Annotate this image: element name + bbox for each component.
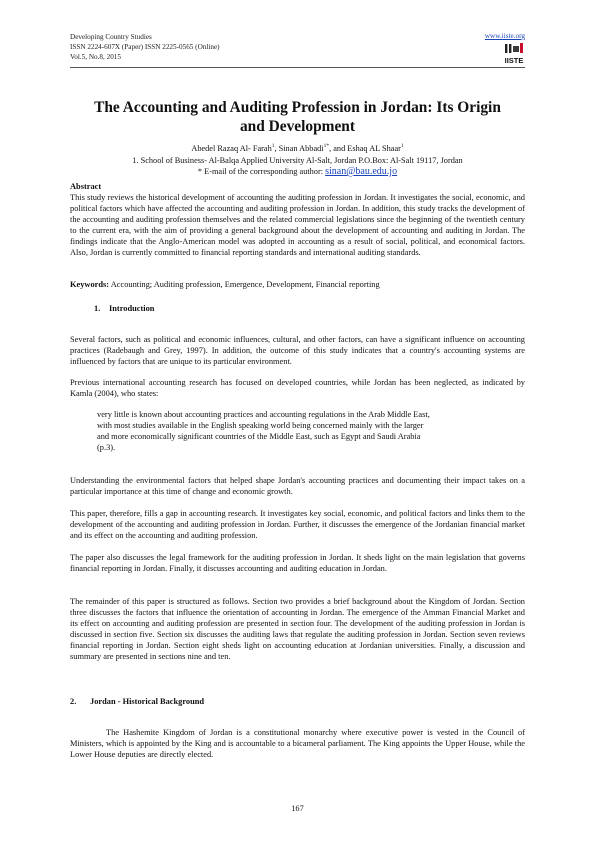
abstract-heading: Abstract [70,182,102,191]
author-3: and Eshaq AL Shaar [333,144,401,153]
quote-line: (p.3). [97,443,116,452]
keywords-line [70,279,525,290]
author-2-sup: 1* [323,143,330,150]
affiliation: 1. School of Business- Al-Balqa Applied University Al-Salt, Jordan P.O.Box: Al-Salt 19117, Jordan [132,156,463,165]
intro-paragraph-2: Previous international accounting research has focused on developed countries, while Jordan has been neglected, as indicated by Kamla (2004), who states: [70,378,525,398]
abstract-text: This study reviews the historical development of accounting the auditing profession in Jordan. It investigates the social, economic, and political factors which have affected the accounting and auditing profession in Jordan. In addition, this study tracks the development of the accounting and auditing profession themselves and the related commercial legislations since the beginning of the twentieth century to the current era, with the aim of providing a general background about the development of accounting and auditing in Jordan. The findings indicate that the Anglo-American model was adopted in accounting as a result of social, political, and economical factors. Also, Jordan is currently committed to financial reporting standards and international auditing standards. [70,193,525,257]
author-list: Abedel Razaq Al- Farah$^1$, Sinan Abbadi$^{1*}$, and Eshaq AL Shaar$^1$ [191,143,404,153]
intro-paragraph-4: This paper, therefore, fills a gap in accounting research. It investigates key social, economic, and political factors and links them to the development of the accounting and auditing profession in Jordan. Further, it discusses the emergence of the Jordanian financial market and its effect on the accounting and auditing profession. [70,509,525,540]
author-1: Abedel Razaq Al- Farah [191,144,272,153]
page-number: 167 [291,804,304,813]
header-rule [70,67,525,68]
author-3-sup: 1 [400,143,404,150]
section-1-number: 1. [94,304,101,313]
quote-line: very little is known about accounting practices and accounting regulations in the Arab Middle East, [97,410,430,419]
quote-line: with most studies available in the English speaking world being concerned mainly with the larger [97,421,424,430]
journal-url-link[interactable]: www.iiste.org [484,32,525,40]
email-label: * E-mail of the corresponding author: [197,167,324,176]
kamla-quote [97,409,503,453]
author-1-sup: 1 [271,143,275,150]
section-2-number: 2. [70,697,77,706]
keywords-label: Keywords: [70,280,110,289]
intro-paragraph-6: The remainder of this paper is structured as follows. Section two provides a brief background about the Kingdom of Jordan. Section three discusses the factors that influence the orientation of accounting in Jordan. The emergence of the Amman Financial Market and its effect on accounting and auditing profession are presented in section four. The development of the auditing profession in Jordan is discussed in section five. Section six discusses the auditing laws that regulate the auditing profession in Jordan. Section seven reviews financial reporting in Jordan. Section eight sheds light on accounting education at Jordanian universities. Finally, a discussion and summary are presented in sections nine and ten. [70,597,525,661]
quote-line: and more economically significant countries of the Middle East, such as Egypt and Saudi Arabia [97,432,421,441]
intro-paragraph-1: Several factors, such as political and economic influences, cultural, and other factors, can have a significant influence on accounting practices (Radebaugh and Grey, 1997). In addition, the outcome of this study indicates that a country's accounting systems are influenced by factors that are unique to its particular environment. [70,335,525,366]
intro-paragraph-3: Understanding the environmental factors that helped shape Jordan's accounting practices and documenting their impact takes on a particular importance at this time of change and economic growth. [70,476,525,496]
iiste-logo [503,42,525,68]
background-paragraph-1: The Hashemite Kingdom of Jordan is a constitutional monarchy where executive power is vested in the Council of Ministers, which is appointed by the King and is accountable to a bicameral parliament. The King appoints the Upper House, while the Lower House deputies are directly elected. [70,728,525,759]
intro-paragraph-5: The paper also discusses the legal framework for the auditing profession in Jordan. It sheds light on the main legislation that governs financial reporting in Jordan. Finally, it discusses accounting and auditing education in Jordan. [70,553,525,573]
author-2: Sinan Abbadi [278,144,324,153]
paper-title-line-1: The Accounting and Auditing Profession in Jordan: Its Origin [94,99,501,116]
journal-volume: Vol.5, No.8, 2015 [70,53,121,61]
paper-title-line-2: and Development [239,118,355,135]
journal-issn: ISSN 2224-607X (Paper) ISSN 2225-0565 (Online) [70,43,220,51]
journal-name: Developing Country Studies [70,33,152,41]
author-email-link[interactable]: sinan@bau.edu.jo [325,166,398,177]
corresponding-email-line [70,166,525,177]
section-2-heading: Jordan - Historical Background [90,697,205,706]
logo-text: IISTE [504,56,524,65]
keywords-text: Accounting; Auditing profession, Emergence, Development, Financial reporting [110,280,380,289]
section-1-heading: Introduction [109,304,155,313]
